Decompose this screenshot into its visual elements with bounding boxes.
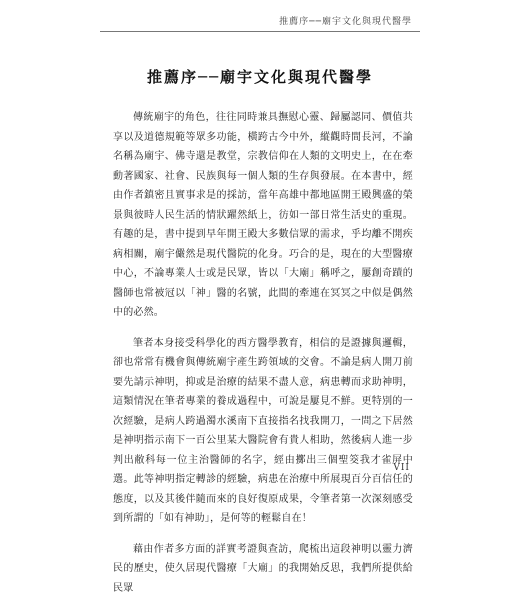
page-number: VII <box>393 463 410 473</box>
chapter-title: 推薦序──廟宇文化與現代醫學 <box>146 68 374 86</box>
paragraph-1: 傳統廟宇的角色，往往同時兼具撫慰心靈、歸屬認同、價值共享以及道德規範等眾多功能，橫跨古今中外，縱觀時間長河，不論名稱為廟宇、佛寺還是教堂，宗教信仰在人類的文明史上，在在牽動著國家、社會、民族與每一個人類的生存與發展。在本書中，經由作者鎮密且實事求是的採訪，當年高雄中都地區開王殿興盛的榮景與彼時人民生活的情狀躍然紙上，彷如一部日常生活史的重現。有趣的是，書中提到早年開王殿大多數信眾的需求，乎均離不開疾病相關，廟宇儼然是現代醫院的化身。巧合的是，現在的大型醫療中心，不論專業人士或是民眾，皆以「大廟」稱呼之，屢創奇蹟的醫師也常被冠以「神」醫的名號，此間的牽連在冥冥之中似是偶然中的必然。 <box>113 112 413 318</box>
header-rule <box>100 31 420 32</box>
paragraph-3: 藉由作者多方面的詳實考證與查訪，爬梳出這段神明以靈力濟民的歷史，使久居現代醫療「大廟」的我開始反思，我們所提供給民眾 <box>113 543 413 594</box>
running-header: 推薦序──廟宇文化與現代醫學 <box>279 17 412 27</box>
paragraph-2: 筆者本身接受科學化的西方醫學教育，相信的是證據與邏輯，卻也常常有機會與傳統廟宇產生跨領域的交會。不論是病人開刀前要先請示神明，抑或是治療的結果不盡人意，病患轉而求助神明，這類情況在筆者專業的養成過程中，可說是屢見不鮮。更特別的一次經驗，是病人跨過濁水溪南下直接指名找我開刀，一問之下居然是神明指示南下一百公里某大醫院會有貴人相助，然後病人進一步判出敝科每一位主治醫師的名字，經由擲出三個聖筊我才雀屏中選。此等神明指定轉診的經驗，病患在治療中所展現百分百信任的態度，以及其後伴隨而來的良好復原成果，令筆者第一次深刻感受到所謂的「如有神助」，是何等的輕鬆自在！ <box>113 337 413 524</box>
body-text <box>113 108 413 609</box>
